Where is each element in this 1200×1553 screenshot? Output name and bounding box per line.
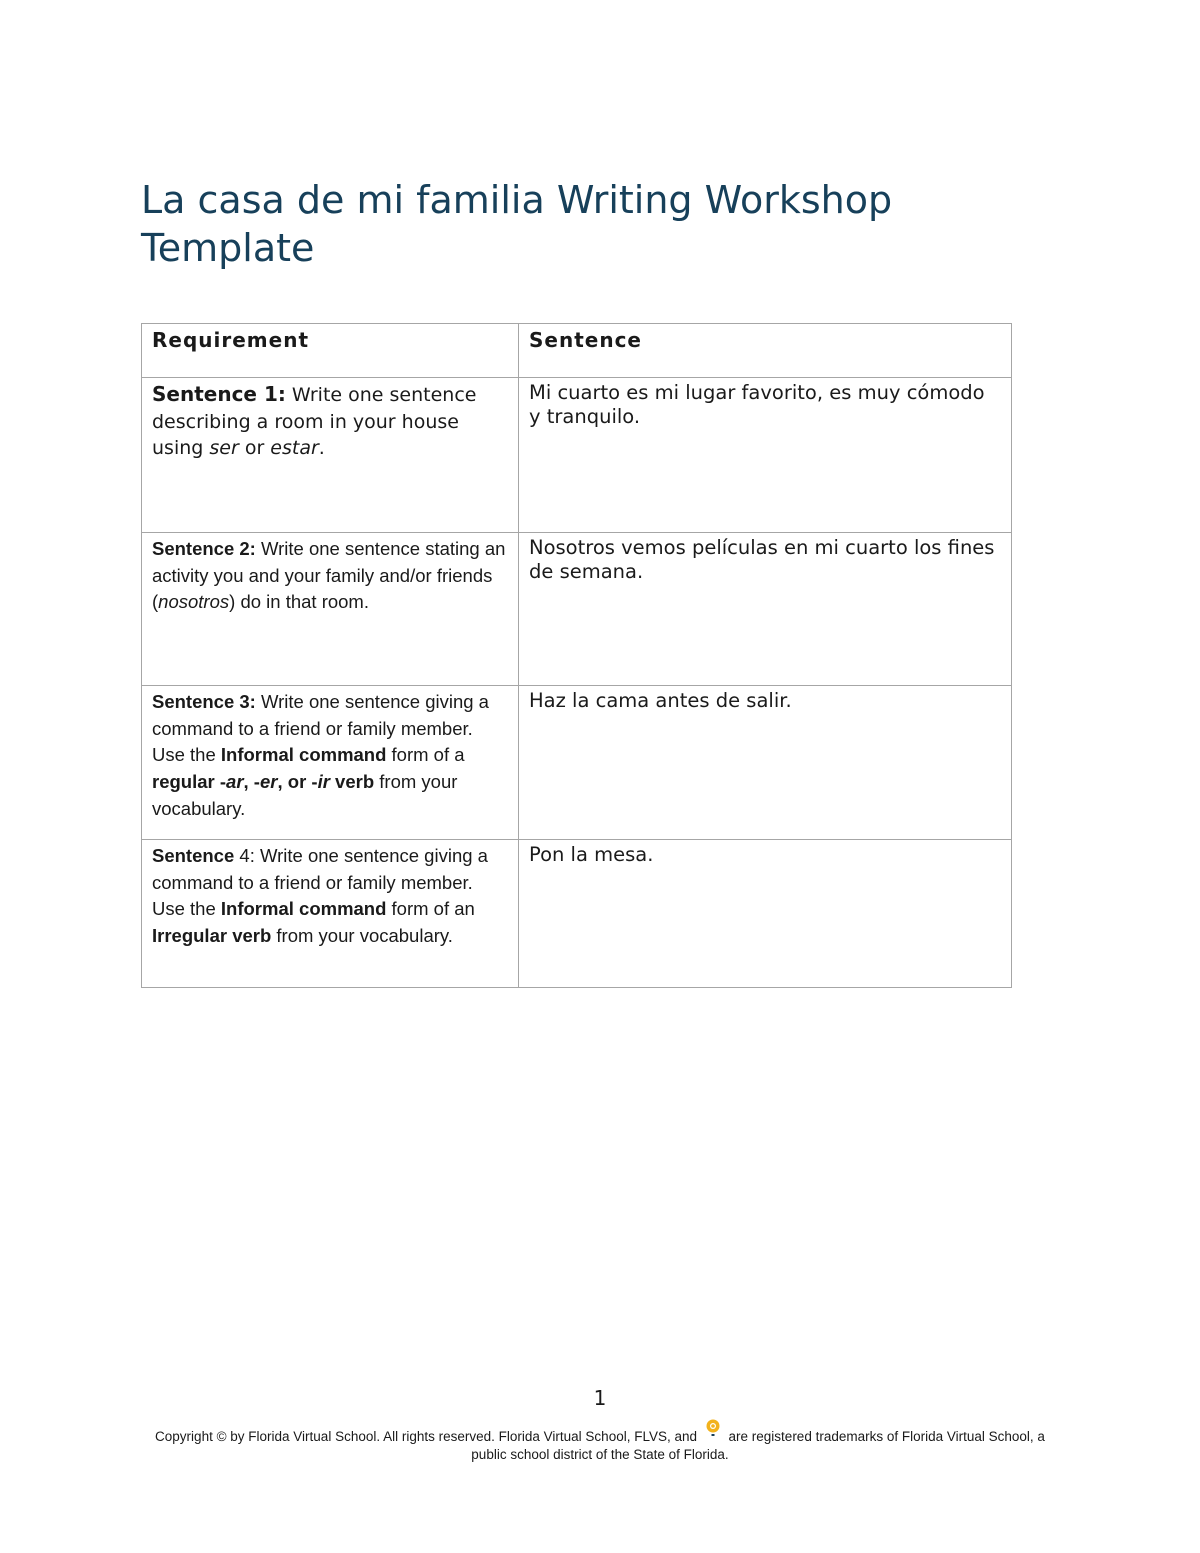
requirement-term: ser [209,437,239,460]
requirement-term: er [259,771,278,793]
requirement-text: . [318,437,325,460]
copyright-text-continued: are registered trademarks of Florida Virtual School, a public school district of the State of Florida. [471,1429,1045,1462]
requirement-cell [142,840,519,988]
requirement-text: form of a [386,744,465,766]
table-header-row [142,324,1012,378]
copyright-footer [150,1419,1050,1464]
requirement-term: ar [226,771,244,793]
page-number: 1 [593,1386,607,1410]
requirement-term: Informal command [220,898,387,920]
requirement-term: verb [329,771,375,793]
requirement-text: or [238,437,271,460]
requirement-text: : Write one sentence giving a command to a friend or family member. Use the [152,845,488,920]
requirement-term: Irregular verb [152,925,272,947]
header-sentence: Sentence [519,324,1012,378]
requirement-text: from your vocabulary. [152,771,458,819]
requirement-term: regular - [152,771,227,793]
table-row [142,686,1012,840]
requirement-lead: Sentence 2: [152,538,256,559]
requirement-term: nosotros [158,591,230,613]
requirement-text: from your vocabulary. [271,925,453,947]
header-requirement: Requirement [142,324,519,378]
requirement-lead: Sentence 3: [152,691,256,712]
table-row [142,533,1012,686]
requirement-term: ir [317,771,330,793]
requirement-text: Write one sentence describing a room in your house using [152,384,477,460]
requirement-text: Write one sentence giving a command to a friend or family member. Use the [152,691,489,766]
requirement-term: , or - [277,771,318,793]
requirement-lead: Sentence 1: [152,382,286,406]
requirement-term: estar [270,437,319,460]
requirement-term: , - [243,771,260,793]
worksheet-table [141,323,1012,988]
copyright-text: Copyright © by Florida Virtual School. All rights reserved. Florida Virtual School, FLVS, and [155,1429,697,1444]
answer-cell[interactable]: Nosotros vemos películas en mi cuarto los fines de semana. [519,533,1012,686]
requirement-cell [142,378,519,533]
requirement-text: ) do in that room. [229,591,369,613]
table-row [142,378,1012,533]
requirement-text: form of an [386,898,475,920]
requirement-text: Write one sentence stating an activity you and your family and/or friends ( [152,538,506,613]
answer-cell[interactable]: Haz la cama antes de salir. [519,686,1012,840]
requirement-cell [142,686,519,840]
answer-cell[interactable]: Mi cuarto es mi lugar favorito, es muy cómodo y tranquilo. [519,378,1012,533]
requirement-cell [142,533,519,686]
flvs-logo-icon [704,1419,722,1437]
requirement-lead: Sentence [152,845,240,866]
requirement-term: Informal command [220,744,387,766]
page-title: La casa de mi familia Writing Workshop Template [141,178,893,270]
requirement-lead-number: 4 [239,845,250,866]
table-row [142,840,1012,988]
answer-cell[interactable]: Pon la mesa. [519,840,1012,988]
